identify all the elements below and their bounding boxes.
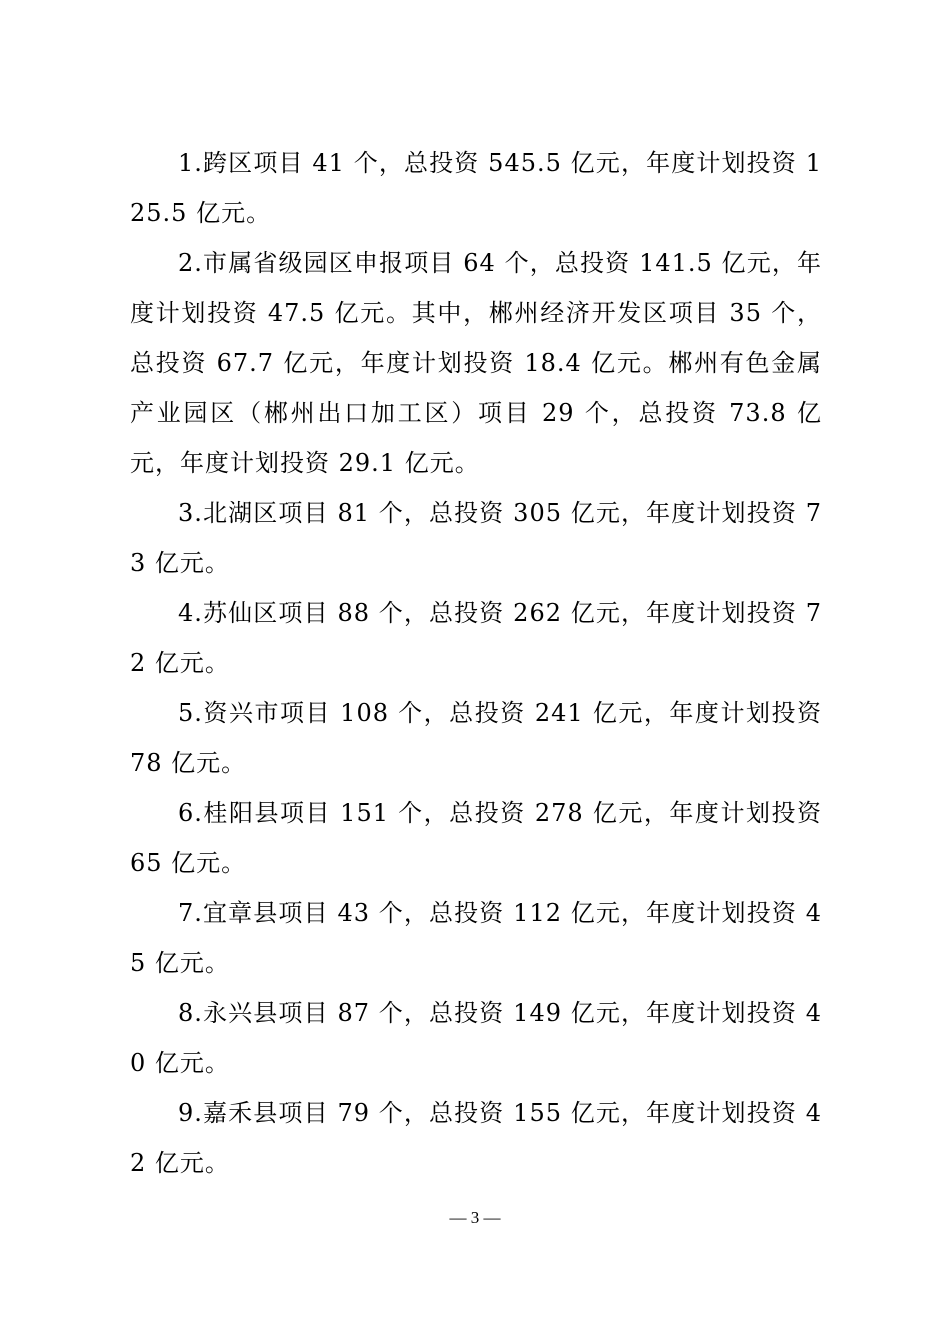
page-number: — 3 — [449,1208,501,1227]
paragraph-7: 7.宜章县项目 43 个，总投资 112 亿元，年度计划投资 45 亿元。 [130,899,822,977]
paragraph-6: 6.桂阳县项目 151 个，总投资 278 亿元，年度计划投资 65 亿元。 [130,799,822,877]
paragraph-9: 9.嘉禾县项目 79 个，总投资 155 亿元，年度计划投资 42 亿元。 [130,1099,822,1177]
document-body [130,138,822,1188]
paragraph-5: 5.资兴市项目 108 个，总投资 241 亿元，年度计划投资 78 亿元。 [130,699,822,777]
paragraph-3: 3.北湖区项目 81 个，总投资 305 亿元，年度计划投资 73 亿元。 [130,499,822,577]
paragraph-1: 1.跨区项目 41 个，总投资 545.5 亿元，年度计划投资 125.5 亿元。 [130,149,822,227]
paragraph-2: 2.市属省级园区申报项目 64 个，总投资 141.5 亿元，年度计划投资 47.5 亿元。其中，郴州经济开发区项目 35 个，总投资 67.7 亿元，年度计划投资 18.4 亿元。郴州有色金属产业园区（郴州出口加工区）项目 29 个，总投资 73.8 亿元，年度计划投资 29.1 亿元。 [130,249,822,477]
paragraph-8: 8.永兴县项目 87 个，总投资 149 亿元，年度计划投资 40 亿元。 [130,999,822,1077]
paragraph-4: 4.苏仙区项目 88 个，总投资 262 亿元，年度计划投资 72 亿元。 [130,599,822,677]
